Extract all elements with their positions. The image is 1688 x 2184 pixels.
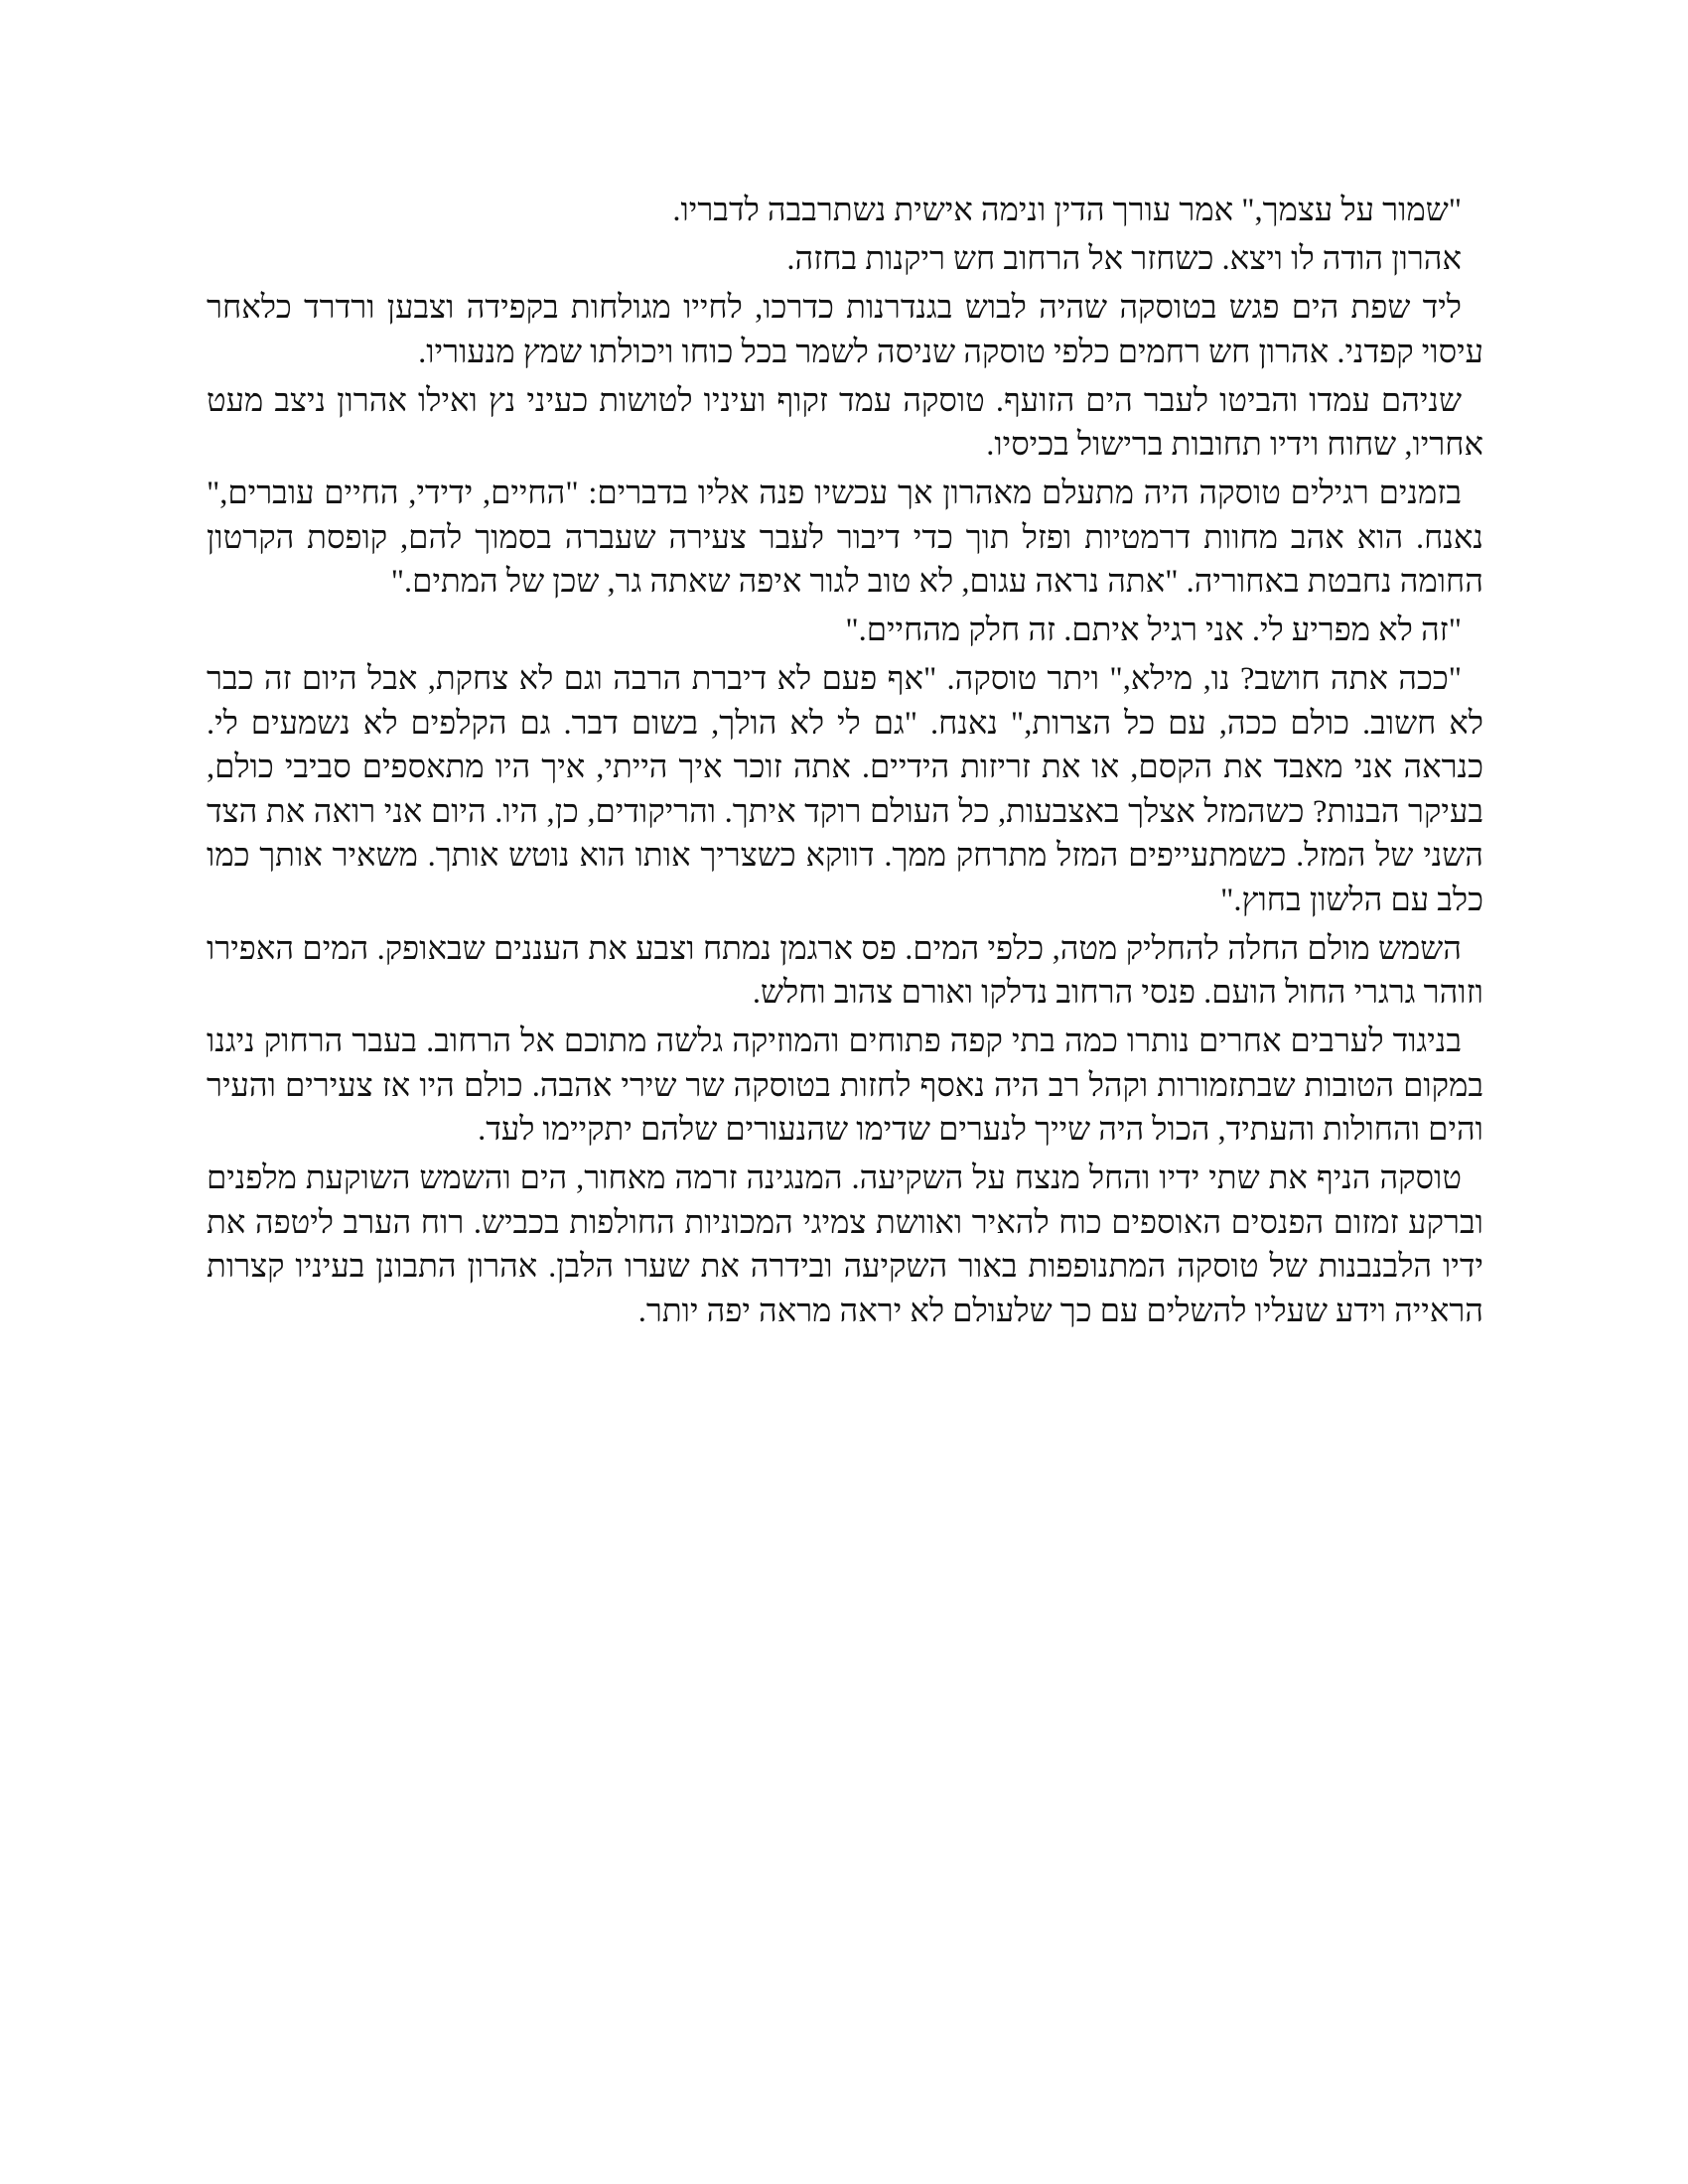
paragraph: טוסקה הניף את שתי ידיו והחל מנצח על השקיעה. המנגינה זרמה מאחור, הים והשמש השוקעת מלפנים וברקע זמזום הפנסים האוספים כוח להאיר ואוושת צמיגי המכוניות החולפות בכביש. רוח הערב ליטפה את ידיו הלבנבנות של טוסקה המתנופפות באור השקיעה ובידרה את שערו הלבן. אהרון התבונן בעיניו קצרות הראייה וידע שעליו להשלים עם כך שלעולם לא יראה מראה יפה יותר. (207, 1160, 1483, 1329)
paragraph: "שמור על עצמך," אמר עורך הדין ונימה אישית נשתרבבה לדבריו. (672, 193, 1462, 228)
paragraph: "זה לא מפריע לי. אני רגיל איתם. זה חלק מהחיים." (845, 613, 1462, 648)
paragraph: בזמנים רגילים טוסקה היה מתעלם מאהרון אך עכשיו פנה אליו בדברים: "החיים, ידידי, החיים עוברים," נאנח. הוא אהב מחוות דרמטיות ופזל תוך כדי דיבור לעבר צעירה שעברה בסמוך להם, קופסת הקרטון החומה נחבטת באחוריה. "אתה נראה עגום, לא טוב לגור איפה שאתה גר, שכן של המתים." (207, 476, 1483, 600)
paragraph: בניגוד לערבים אחרים נותרו כמה בתי קפה פתוחים והמוזיקה גלשה מתוכם אל הרחוב. בעבר הרחוק ניגנו במקום הטובות שבתזמורות וקהל רב היה נאסף לחזות בטוסקה שר שירי אהבה. כולם היו אז צעירים והעיר והים והחולות והעתיד, הכול היה שייך לנערים שדימו שהנעורים שלהם יתקיימו לעד. (207, 1024, 1483, 1148)
paragraph: "ככה אתה חושב? נו, מילא," ויתר טוסקה. "אף פעם לא דיברת הרבה וגם לא צחקת, אבל היום זה כבר לא חשוב. כולם ככה, עם כל הצרות," נאנח. "גם לי לא הולך, בשום דבר. גם הקלפים לא נשמעים לי. כנראה אני מאבד את הקסם, או את זריזות הידיים. אתה זוכר איך הייתי, איך היו מתאספים סביבי כולם, בעיקר הבנות? כשהמזל אצלך באצבעות, כל העולם רוקד איתך. והריקודים, כן, היו. היום אני רואה את הצד השני של המזל. כשמתעייפים המזל מתרחק ממך. דווקא כשצריך אותו הוא נוטש אותך. משאיר אותך כמו כלב עם הלשון בחוץ." (207, 661, 1483, 918)
paragraph: השמש מולם החלה להחליק מטה, כלפי המים. פס ארגמן נמתח וצבע את העננים שבאופק. המים האפירו וזוהר גרגרי החול הועם. פנסי הרחוב נדלקו ואורם צהוב וחלש. (207, 930, 1483, 1011)
paragraph: שניהם עמדו והביטו לעבר הים הזועף. טוסקה עמד זקוף ועיניו לטושות כעיני נץ ואילו אהרון ניצב מעט אחריו, שחוח וידיו תחובות ברישול בכיסיו. (207, 382, 1483, 463)
paragraph: אהרון הודה לו ויצא. כשחזר אל הרחוב חש ריקנות בחזה. (786, 241, 1462, 277)
paragraph: ליד שפת הים פגש בטוסקה שהיה לבוש בגנדרנות כדרכו, לחייו מגולחות בקפידה וצבען ורדרד כלאחר עיסוי קפדני. אהרון חש רחמים כלפי טוסקה שניסה לשמר בכל כוחו ויכולתו שמץ מנעוריו. (207, 290, 1483, 370)
document-page (207, 189, 1483, 1338)
